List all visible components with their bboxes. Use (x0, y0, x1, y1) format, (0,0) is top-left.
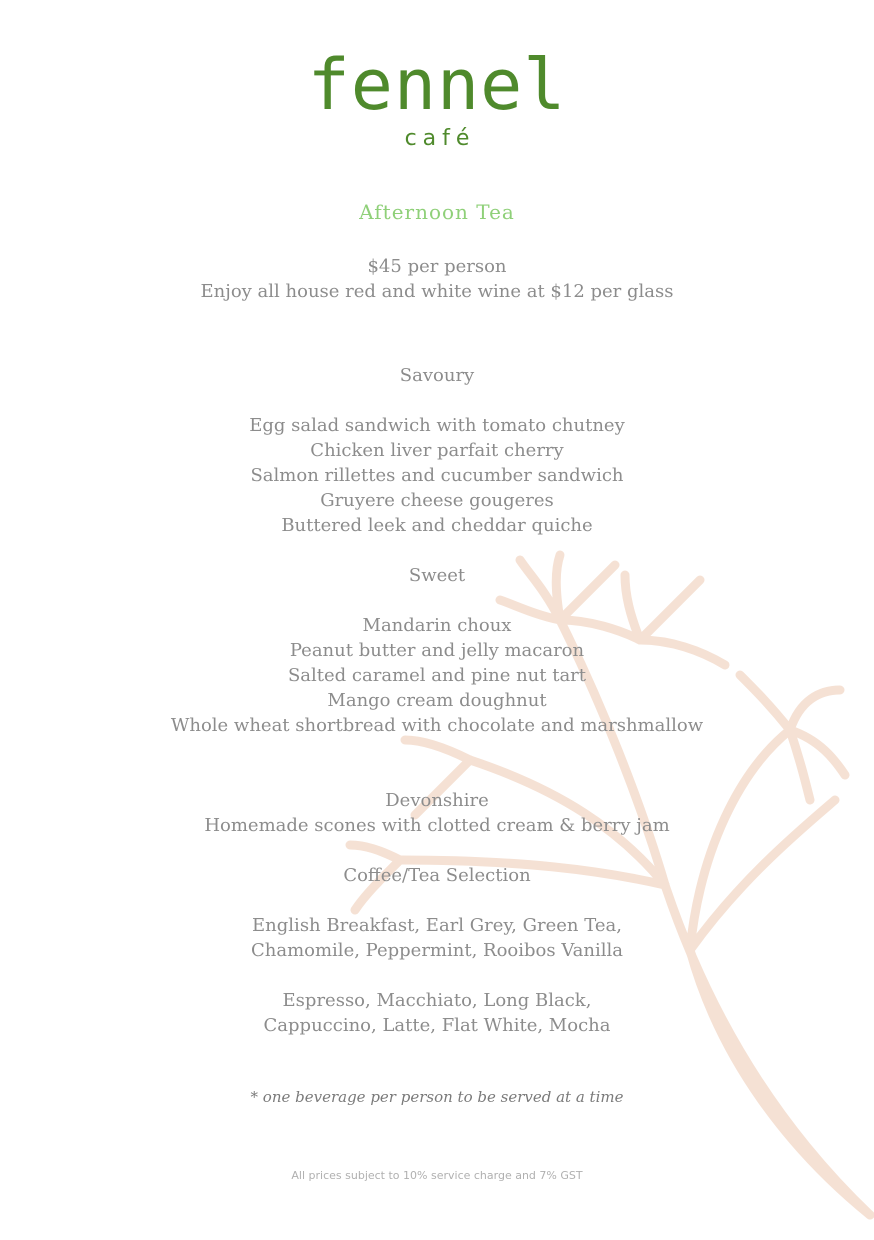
menu-item: Homemade scones with clotted cream & berry jam (204, 815, 670, 836)
section-heading-coffee-tea: Coffee/Tea Selection (343, 865, 531, 886)
coffee-tea-section (0, 863, 874, 1038)
savoury-section (0, 363, 874, 538)
menu-item: Mango cream doughnut (327, 690, 547, 711)
logo-wordmark: fennel (307, 44, 567, 126)
menu-item: Chicken liver parfait cherry (310, 440, 564, 461)
menu-title: Afternoon Tea (359, 200, 515, 224)
menu-item: Whole wheat shortbread with chocolate and marshmallow (170, 715, 704, 736)
menu-item: Salted caramel and pine nut tart (287, 665, 587, 686)
price-text: $45 per person (367, 256, 507, 277)
intro-block (0, 254, 874, 304)
wine-offer-text: Enjoy all house red and white wine at $12 per glass (200, 281, 674, 302)
sweet-section (0, 563, 874, 738)
devonshire-section (0, 788, 874, 838)
menu-item: Peanut butter and jelly macaron (289, 640, 585, 661)
logo-subtitle: café (404, 126, 476, 151)
tea-options-line: English Breakfast, Earl Grey, Green Tea, (252, 915, 622, 936)
tea-options-line: Chamomile, Peppermint, Rooibos Vanilla (250, 940, 623, 961)
section-heading-savoury: Savoury (399, 365, 475, 386)
menu-item: Egg salad sandwich with tomato chutney (249, 415, 625, 436)
section-heading-sweet: Sweet (408, 565, 466, 586)
menu-item: Gruyere cheese gougeres (320, 490, 554, 511)
footer-pricing-note: All prices subject to 10% service charge and 7% GST (291, 1169, 583, 1182)
menu-item: Salmon rillettes and cucumber sandwich (250, 465, 624, 486)
menu-item: Buttered leek and cheddar quiche (281, 515, 593, 536)
coffee-options-line: Espresso, Macchiato, Long Black, (282, 990, 592, 1011)
menu-item: Mandarin choux (362, 615, 512, 636)
coffee-options-line: Cappuccino, Latte, Flat White, Mocha (263, 1015, 611, 1036)
beverage-note: * one beverage per person to be served at a time (250, 1088, 624, 1106)
section-heading-devonshire: Devonshire (385, 790, 489, 811)
